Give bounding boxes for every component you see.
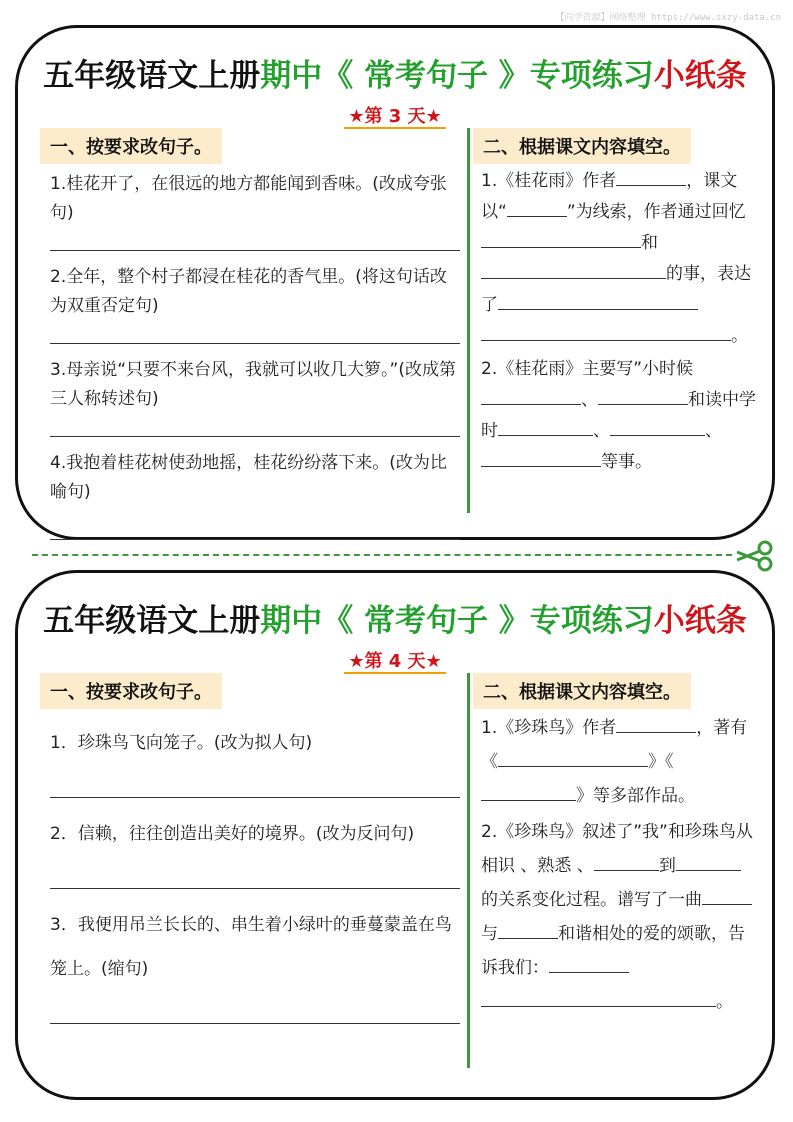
card-title	[18, 595, 772, 640]
blank[interactable]	[481, 260, 666, 279]
question-2: 2．信赖，往往创造出美好的境界。(改为反问句)	[50, 824, 415, 844]
left-section	[40, 673, 464, 1036]
right-section	[473, 128, 758, 478]
note-card-day3	[15, 25, 775, 540]
question-3: 3.母亲说“只要不来台风，我就可以收几大箩。”(改成第三人称转述句)	[50, 360, 456, 409]
title-red: 小纸条	[653, 603, 747, 639]
fill-question-1: 1.《桂花雨》作者 ，课文以“ ”为线索，作者通过回忆和的事，表达了。	[481, 166, 756, 352]
cut-line	[32, 554, 732, 556]
fill-question-2: 2.《桂花雨》主要写”小时候、 和读中学时 、 、等事。	[481, 359, 756, 472]
blank[interactable]	[507, 198, 567, 217]
blank[interactable]	[594, 852, 659, 871]
blank[interactable]	[481, 448, 601, 467]
column-divider	[467, 128, 470, 513]
blank[interactable]	[498, 291, 698, 310]
blank[interactable]	[481, 322, 731, 341]
section-heading-fill: 二、根据课文内容填空。	[473, 673, 691, 709]
answer-line[interactable]	[50, 232, 460, 251]
note-card-day4	[15, 570, 775, 1100]
section-heading-rewrite: 一、按要求改句子。	[40, 673, 222, 709]
day-label: ★第 4 天★	[18, 647, 772, 673]
blank[interactable]	[498, 417, 593, 436]
blank[interactable]	[481, 988, 716, 1007]
question-2: 2.全年，整个村子都浸在桂花的香气里。(将这句话改为双重否定句)	[50, 267, 447, 316]
blank[interactable]	[616, 714, 696, 733]
blank[interactable]	[481, 782, 576, 801]
blank[interactable]	[549, 954, 629, 973]
title-red: 小纸条	[653, 58, 747, 94]
question-1: 1.桂花开了，在很远的地方都能闻到香味。(改成夸张句)	[50, 174, 447, 223]
blank[interactable]	[498, 920, 558, 939]
answer-line[interactable]	[50, 779, 460, 798]
answer-line[interactable]	[50, 418, 460, 437]
day-label: ★第 3 天★	[18, 102, 772, 128]
title-black: 五年级语文上册	[43, 603, 261, 639]
blank[interactable]	[481, 386, 581, 405]
column-divider	[467, 673, 470, 1068]
scissors-icon	[735, 540, 775, 572]
question-1: 1．珍珠鸟飞向笼子。(改为拟人句)	[50, 733, 313, 753]
fill-question-2: 2.《珍珠鸟》叙述了”我”和珍珠鸟从相识 、熟悉 、 到的关系变化过程。谱写了一曲与 和谐相处的爱的颂歌，告诉我们：。	[481, 822, 753, 1012]
answer-line[interactable]	[50, 521, 460, 540]
card-title	[18, 50, 772, 95]
question-4: 4.我抱着桂花树使劲地摇，桂花纷纷落下来。(改为比喻句)	[50, 453, 447, 502]
question-3: 3．我便用吊兰长长的、串生着小绿叶的垂蔓蒙盖在鸟笼上。(缩句)	[50, 915, 452, 979]
answer-line[interactable]	[50, 870, 460, 889]
blank[interactable]	[616, 167, 686, 186]
left-section	[40, 128, 464, 552]
section-heading-rewrite: 一、按要求改句子。	[40, 128, 222, 164]
watermark: 【尚学资源】网络整理 https://www.sxzy-data.cn	[555, 13, 781, 23]
title-green: 期中《 常考句子 》专项练习	[260, 58, 654, 94]
blank[interactable]	[702, 886, 752, 905]
fill-question-1: 1.《珍珠鸟》作者 ，著有《 》《》等多部作品。	[481, 711, 756, 813]
blank[interactable]	[610, 417, 705, 436]
right-section	[473, 673, 758, 1019]
title-green: 期中《 常考句子 》专项练习	[260, 603, 654, 639]
section-heading-fill: 二、根据课文内容填空。	[473, 128, 691, 164]
answer-line[interactable]	[50, 1005, 460, 1024]
title-black: 五年级语文上册	[43, 58, 261, 94]
blank[interactable]	[498, 748, 648, 767]
blank[interactable]	[598, 386, 688, 405]
blank[interactable]	[676, 852, 741, 871]
blank[interactable]	[481, 229, 641, 248]
answer-line[interactable]	[50, 325, 460, 344]
